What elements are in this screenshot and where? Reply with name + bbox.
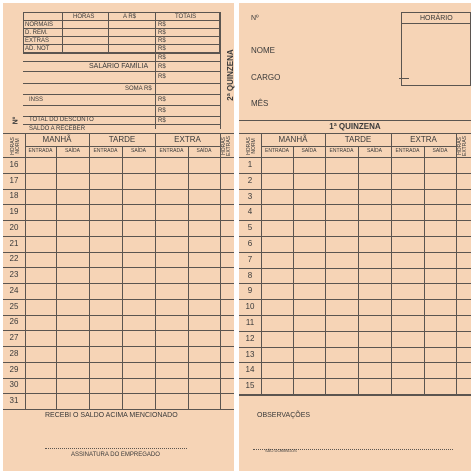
tarde-right: TARDE	[344, 135, 372, 144]
right-day-10: 10	[245, 302, 255, 312]
right-day-11: 11	[245, 317, 255, 327]
right-row-line	[239, 362, 471, 363]
right-day-3: 3	[247, 191, 253, 201]
left-row-line	[3, 299, 234, 300]
entrada-1: ENTRADA	[28, 148, 53, 154]
entrada-2: ENTRADA	[93, 148, 118, 154]
left-day-31: 31	[9, 396, 19, 406]
right-day-12: 12	[245, 333, 255, 343]
cargo-label: CARGO	[251, 73, 281, 82]
salario-familia: SALÁRIO FAMÍLIA	[89, 63, 149, 70]
currency-7: R$	[158, 74, 166, 80]
left-day-20: 20	[9, 222, 19, 232]
left-row-line	[3, 189, 234, 190]
left-day-17: 17	[9, 175, 19, 185]
right-row-line	[239, 299, 471, 300]
left-day-16: 16	[9, 159, 19, 169]
recebi-saldo: RECEBI O SALDO ACIMA MENCIONADO	[45, 412, 178, 419]
horas-norm-right: HORAS NORM	[246, 137, 257, 155]
left-row-line	[3, 315, 234, 316]
right-day-14: 14	[245, 365, 255, 375]
right-day-4: 4	[247, 207, 253, 217]
left-row-line	[3, 252, 234, 253]
observacoes: OBSERVAÇÕES	[257, 412, 311, 419]
row-extras: EXTRAS	[25, 38, 50, 44]
tarde-left: TARDE	[108, 135, 136, 144]
left-day-22: 22	[9, 254, 19, 264]
manha-left: MANHÃ	[42, 135, 72, 144]
currency-4: R$	[158, 46, 166, 52]
horas-norm-left: HORAS NORM	[10, 137, 21, 155]
currency-6: R$	[158, 64, 166, 70]
right-row-line	[239, 331, 471, 332]
saida-2: SAÍDA	[130, 148, 146, 154]
right-day-15: 15	[245, 381, 255, 391]
left-row-line	[3, 378, 234, 379]
total-desconto: TOTAL DO DESCONTO	[29, 117, 94, 123]
entrada-3: ENTRADA	[159, 148, 184, 154]
left-row-line	[3, 362, 234, 363]
quinzena-2: 2ª QUINZENA	[226, 49, 235, 101]
entrada-r1: ENTRADA	[265, 148, 289, 154]
right-row-line	[239, 173, 471, 174]
left-day-27: 27	[9, 333, 19, 343]
extra-right: EXTRA	[410, 135, 437, 144]
left-day-21: 21	[9, 238, 19, 248]
right-day-2: 2	[247, 175, 253, 185]
manha-right: MANHÃ	[278, 135, 308, 144]
left-row-line	[3, 330, 234, 331]
left-day-23: 23	[9, 270, 19, 280]
right-day-7: 7	[247, 254, 253, 264]
left-day-26: 26	[9, 317, 19, 327]
currency-9: R$	[158, 108, 166, 114]
assinatura-empregado: ASSINATURA DO EMPREGADO	[71, 452, 160, 458]
saida-3: SAÍDA	[196, 148, 212, 154]
extra-left: EXTRA	[174, 135, 201, 144]
right-day-13: 13	[245, 349, 255, 359]
left-row-line	[3, 283, 234, 284]
mes-label: MÊS	[251, 99, 269, 108]
right-row-line	[239, 189, 471, 190]
right-day-9: 9	[247, 286, 253, 296]
currency-2: R$	[158, 30, 166, 36]
horas-extras-left: HORAS EXTRAS	[221, 136, 232, 157]
right-row-line	[239, 236, 471, 237]
saida-r2: SAÍDA	[366, 148, 382, 154]
currency-5: R$	[158, 55, 166, 61]
left-card	[3, 3, 234, 471]
left-day-18: 18	[9, 191, 19, 201]
numero-left: Nº	[12, 116, 20, 125]
header-rate: A R$	[123, 14, 137, 20]
saida-1: SAÍDA	[64, 148, 80, 154]
right-day-1: 1	[247, 159, 253, 169]
right-day-5: 5	[247, 223, 253, 233]
left-row-line	[3, 220, 234, 221]
left-day-28: 28	[9, 348, 19, 358]
sao-domingos: SÃO DOMINGOS	[265, 448, 297, 453]
right-row-line	[239, 252, 471, 253]
horario: HORÁRIO	[420, 15, 453, 22]
currency-8: R$	[158, 97, 166, 103]
entrada-r3: ENTRADA	[395, 148, 420, 154]
left-row-line	[3, 236, 234, 237]
right-card	[239, 3, 471, 471]
nome-label: NOME	[251, 46, 275, 55]
header-horas: HORAS	[73, 14, 95, 20]
saida-r1: SAÍDA	[301, 148, 317, 154]
right-row-line	[239, 220, 471, 221]
currency-1: R$	[158, 22, 166, 28]
right-day-8: 8	[247, 270, 253, 280]
row-normais: NORMAIS	[25, 22, 54, 28]
left-day-24: 24	[9, 285, 19, 295]
currency-10: R$	[158, 118, 166, 124]
horas-extras-right: HORAS EXTRAS	[457, 136, 468, 157]
right-row-line	[239, 347, 471, 348]
right-day-6: 6	[247, 238, 253, 248]
left-day-30: 30	[9, 380, 19, 390]
currency-3: R$	[158, 38, 166, 44]
numero-right: Nº	[251, 15, 259, 22]
saida-r3: SAÍDA	[432, 148, 448, 154]
row-d-rem: D. REM.	[25, 30, 48, 36]
left-row-line	[3, 267, 234, 268]
left-row-line	[3, 173, 234, 174]
right-row-line	[239, 268, 471, 269]
saldo-receber: SALDO A RECEBER	[29, 126, 86, 132]
left-day-29: 29	[9, 364, 19, 374]
right-row-line	[239, 378, 471, 379]
left-row-line	[3, 393, 234, 394]
left-day-25: 25	[9, 301, 19, 311]
right-row-line	[239, 283, 471, 284]
header-totais: TOTAIS	[175, 14, 197, 20]
right-row-line	[239, 204, 471, 205]
left-day-19: 19	[9, 207, 19, 217]
entrada-r2: ENTRADA	[329, 148, 354, 154]
quinzena-1: 1ª QUINZENA	[329, 122, 381, 131]
left-row-line	[3, 346, 234, 347]
inss: INSS	[29, 97, 44, 103]
left-row-line	[3, 204, 234, 205]
right-row-line	[239, 315, 471, 316]
row-ad-not: AD. NOT	[25, 46, 50, 52]
soma: SOMA R$	[125, 86, 152, 92]
